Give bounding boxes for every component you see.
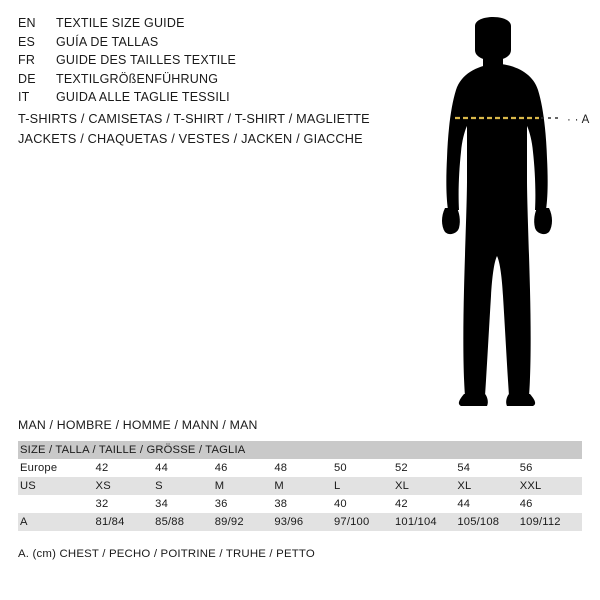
language-row [18, 51, 398, 70]
language-title: TEXTILE SIZE GUIDE [56, 16, 185, 30]
male-silhouette-icon [415, 10, 590, 410]
language-header-block [18, 14, 398, 107]
language-title: GUIDE DES TAILLES TEXTILE [56, 53, 237, 68]
category-tshirts: T-SHIRTS / CAMISETAS / T-SHIRT / T-SHIRT / MAGLIETTE [18, 112, 370, 126]
cell-value: 54 [457, 459, 519, 477]
cell-value: 50 [334, 459, 395, 477]
table-header-row [18, 441, 582, 459]
language-title: TEXTILGRÖßENFÜHRUNG [56, 71, 219, 86]
cell-value: 44 [457, 495, 519, 513]
row-label: US [18, 477, 96, 495]
cell-value: XS [96, 477, 156, 495]
table-row [18, 495, 582, 513]
cell-value: 34 [155, 495, 215, 513]
cell-value: 46 [520, 495, 582, 513]
garment-category-block [18, 110, 418, 149]
cell-value: 44 [155, 459, 215, 477]
cell-value: 81/84 [96, 513, 156, 531]
cell-value: 93/96 [274, 513, 334, 531]
language-row [18, 33, 398, 52]
language-code: ES [18, 34, 36, 49]
cell-value: M [274, 477, 334, 495]
language-title: GUIDA ALLE TAGLIE TESSILI [56, 90, 230, 105]
cell-value: 109/112 [520, 513, 582, 531]
size-table [18, 441, 582, 531]
cell-value: 38 [274, 495, 334, 513]
language-code: DE [18, 71, 36, 86]
row-label [18, 495, 96, 513]
language-title: GUÍA DE TALLAS [56, 34, 159, 49]
cell-value: XXL [520, 477, 582, 495]
cell-value: 56 [520, 459, 582, 477]
row-label: Europe [18, 459, 96, 477]
cell-value: 89/92 [215, 513, 275, 531]
language-row [18, 70, 398, 89]
cell-value: S [155, 477, 215, 495]
table-row [18, 459, 582, 477]
cell-value: 42 [395, 495, 457, 513]
cell-value: 40 [334, 495, 395, 513]
cell-value: L [334, 477, 395, 495]
size-header-text: SIZE / TALLA / TAILLE / GRÖSSE / TAGLIA [20, 444, 246, 456]
chest-callout-label: · · A [567, 114, 590, 126]
gender-section-title: MAN / HOMBRE / HOMME / MANN / MAN [18, 418, 258, 432]
cell-value: 97/100 [334, 513, 395, 531]
language-row [18, 88, 398, 107]
cell-value: 52 [395, 459, 457, 477]
language-code: EN [18, 16, 36, 30]
cell-value: 36 [215, 495, 275, 513]
table-row [18, 513, 582, 531]
language-row [18, 14, 398, 33]
table-row [18, 477, 582, 495]
cell-value: 48 [274, 459, 334, 477]
row-label: A [18, 513, 96, 531]
table-header-label [18, 441, 582, 459]
language-code: FR [18, 53, 36, 68]
cell-value: 101/104 [395, 513, 457, 531]
cell-value: 105/108 [457, 513, 519, 531]
cell-value: XL [395, 477, 457, 495]
mannequin-figure [415, 10, 590, 410]
cell-value: XL [457, 477, 519, 495]
cell-value: 46 [215, 459, 275, 477]
category-jackets: JACKETS / CHAQUETAS / VESTES / JACKEN / GIACCHE [18, 131, 363, 146]
language-code: IT [18, 90, 30, 105]
cell-value: M [215, 477, 275, 495]
cell-value: 85/88 [155, 513, 215, 531]
measurement-footnote: A. (cm) CHEST / PECHO / POITRINE / TRUHE / PETTO [18, 548, 315, 560]
cell-value: 42 [96, 459, 156, 477]
cell-value: 32 [96, 495, 156, 513]
